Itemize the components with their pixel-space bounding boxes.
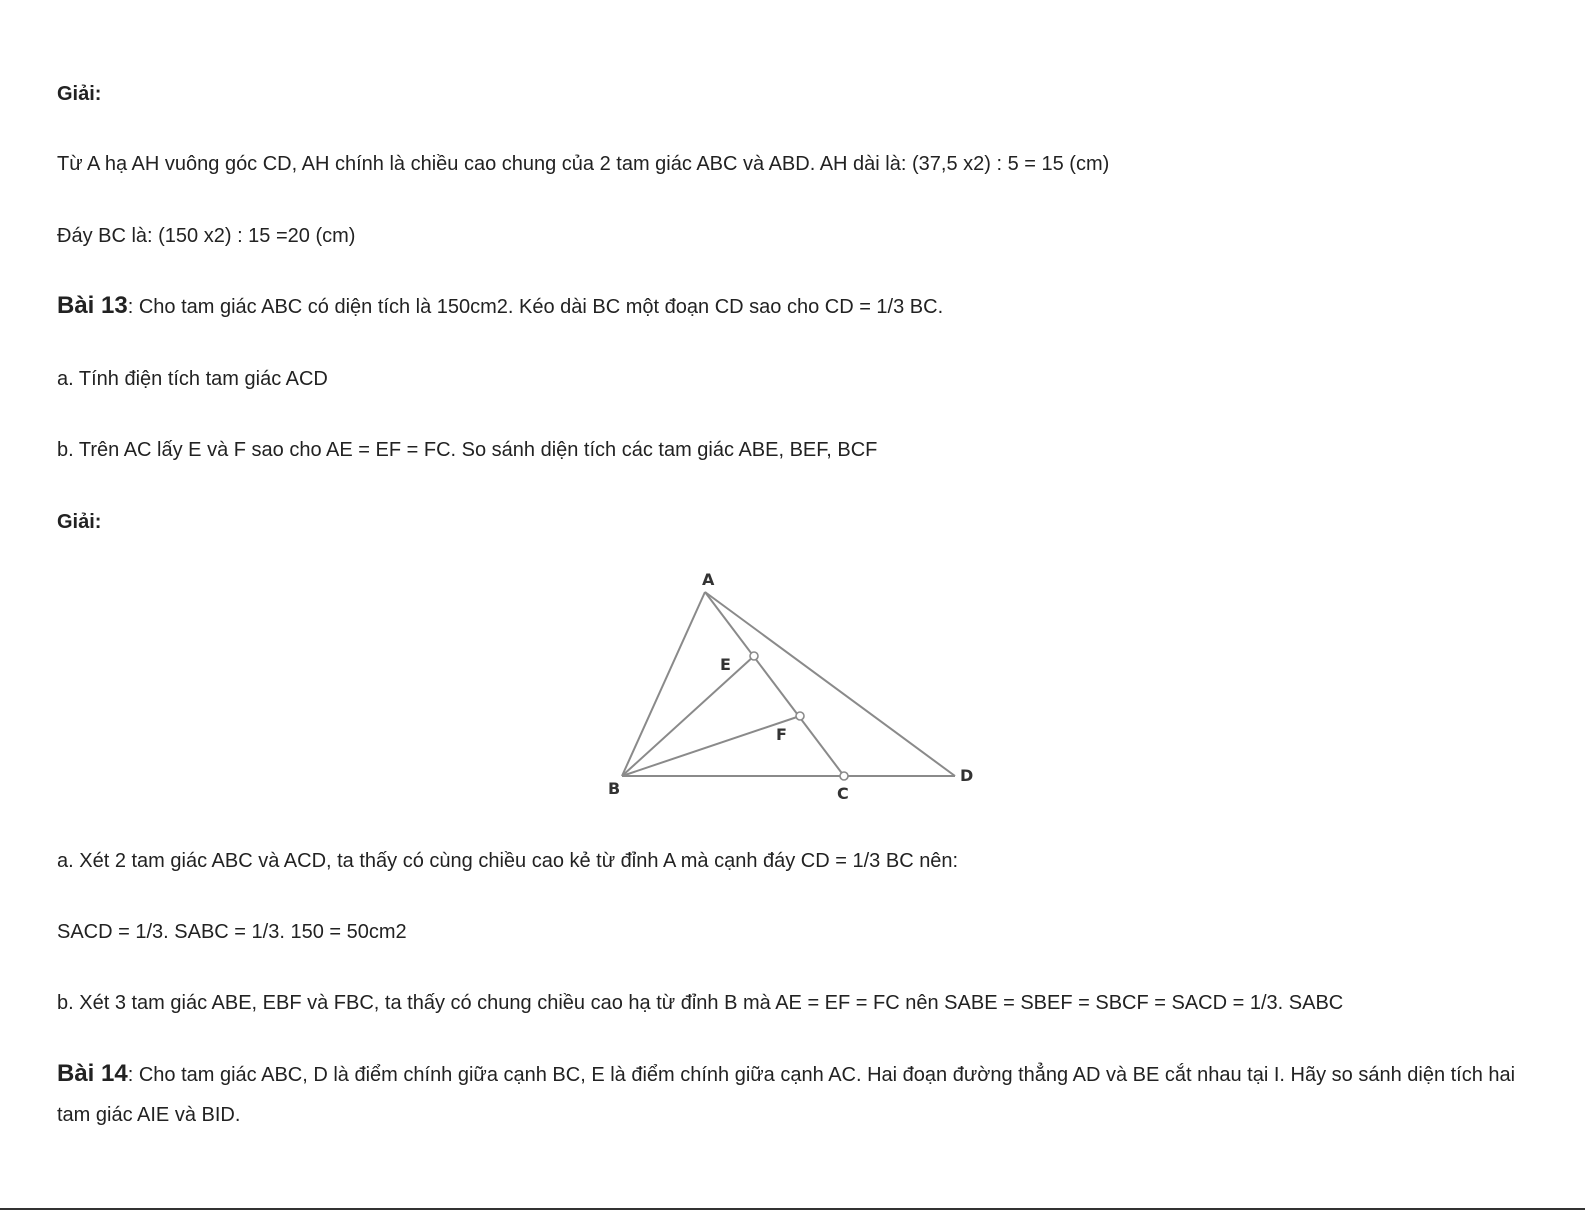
problem-14-label: Bài 14 (57, 1060, 128, 1087)
point-e-marker (750, 652, 758, 660)
label-d: D (960, 766, 974, 785)
point-f-marker (796, 712, 804, 720)
segment-ac (705, 592, 844, 776)
triangle-figure (590, 562, 990, 807)
label-b: B (608, 779, 621, 798)
segment-bf (622, 716, 800, 776)
point-c-marker (840, 772, 848, 780)
paragraph-height-ah: Từ A hạ AH vuông góc CD, AH chính là chiều cao chung của 2 tam giác ABC và ABD. AH dài là: (37,5 x2) : 5 = 15 (cm) (57, 153, 1110, 175)
problem-13-label: Bài 13 (57, 292, 128, 319)
segment-ab (622, 592, 705, 776)
problem-13 (57, 292, 943, 321)
label-e: E (720, 655, 731, 674)
answer-b: b. Xét 3 tam giác ABE, EBF và FBC, ta thấy có chung chiều cao hạ từ đỉnh B mà AE = EF = FC nên SABE = SBEF = SBCF = SACD = 1/3. SABC (57, 992, 1344, 1014)
label-c: C (837, 784, 849, 803)
solution-heading-2: Giải: (57, 511, 102, 533)
question-a: a. Tính điện tích tam giác ACD (57, 368, 328, 390)
answer-a-result: SACD = 1/3. SABC = 1/3. 150 = 50cm2 (57, 921, 407, 943)
paragraph-base-bc: Đáy BC là: (150 x2) : 15 =20 (cm) (57, 225, 356, 247)
segment-ad (705, 592, 955, 776)
bottom-divider (0, 1208, 1585, 1210)
problem-14 (57, 1054, 1527, 1135)
question-b: b. Trên AC lấy E và F sao cho AE = EF = FC. So sánh diện tích các tam giác ABE, BEF, BCF (57, 439, 878, 461)
problem-13-text: : Cho tam giác ABC có diện tích là 150cm2. Kéo dài BC một đoạn CD sao cho CD = 1/3 BC. (127, 296, 944, 318)
answer-a: a. Xét 2 tam giác ABC và ACD, ta thấy có cùng chiều cao kẻ từ đỉnh A mà cạnh đáy CD = 1/3 BC nên: (57, 850, 959, 872)
segment-be (622, 656, 754, 776)
label-a: A (702, 570, 715, 589)
solution-heading-1: Giải: (57, 83, 102, 105)
label-f: F (776, 725, 787, 744)
problem-14-text: : Cho tam giác ABC, D là điểm chính giữa cạnh BC, E là điểm chính giữa cạnh AC. Hai đoạn đường thẳng AD và BE cắt nhau tại I. Hãy so sánh diện tích hai tam giác AIE và BID. (57, 1064, 1516, 1126)
